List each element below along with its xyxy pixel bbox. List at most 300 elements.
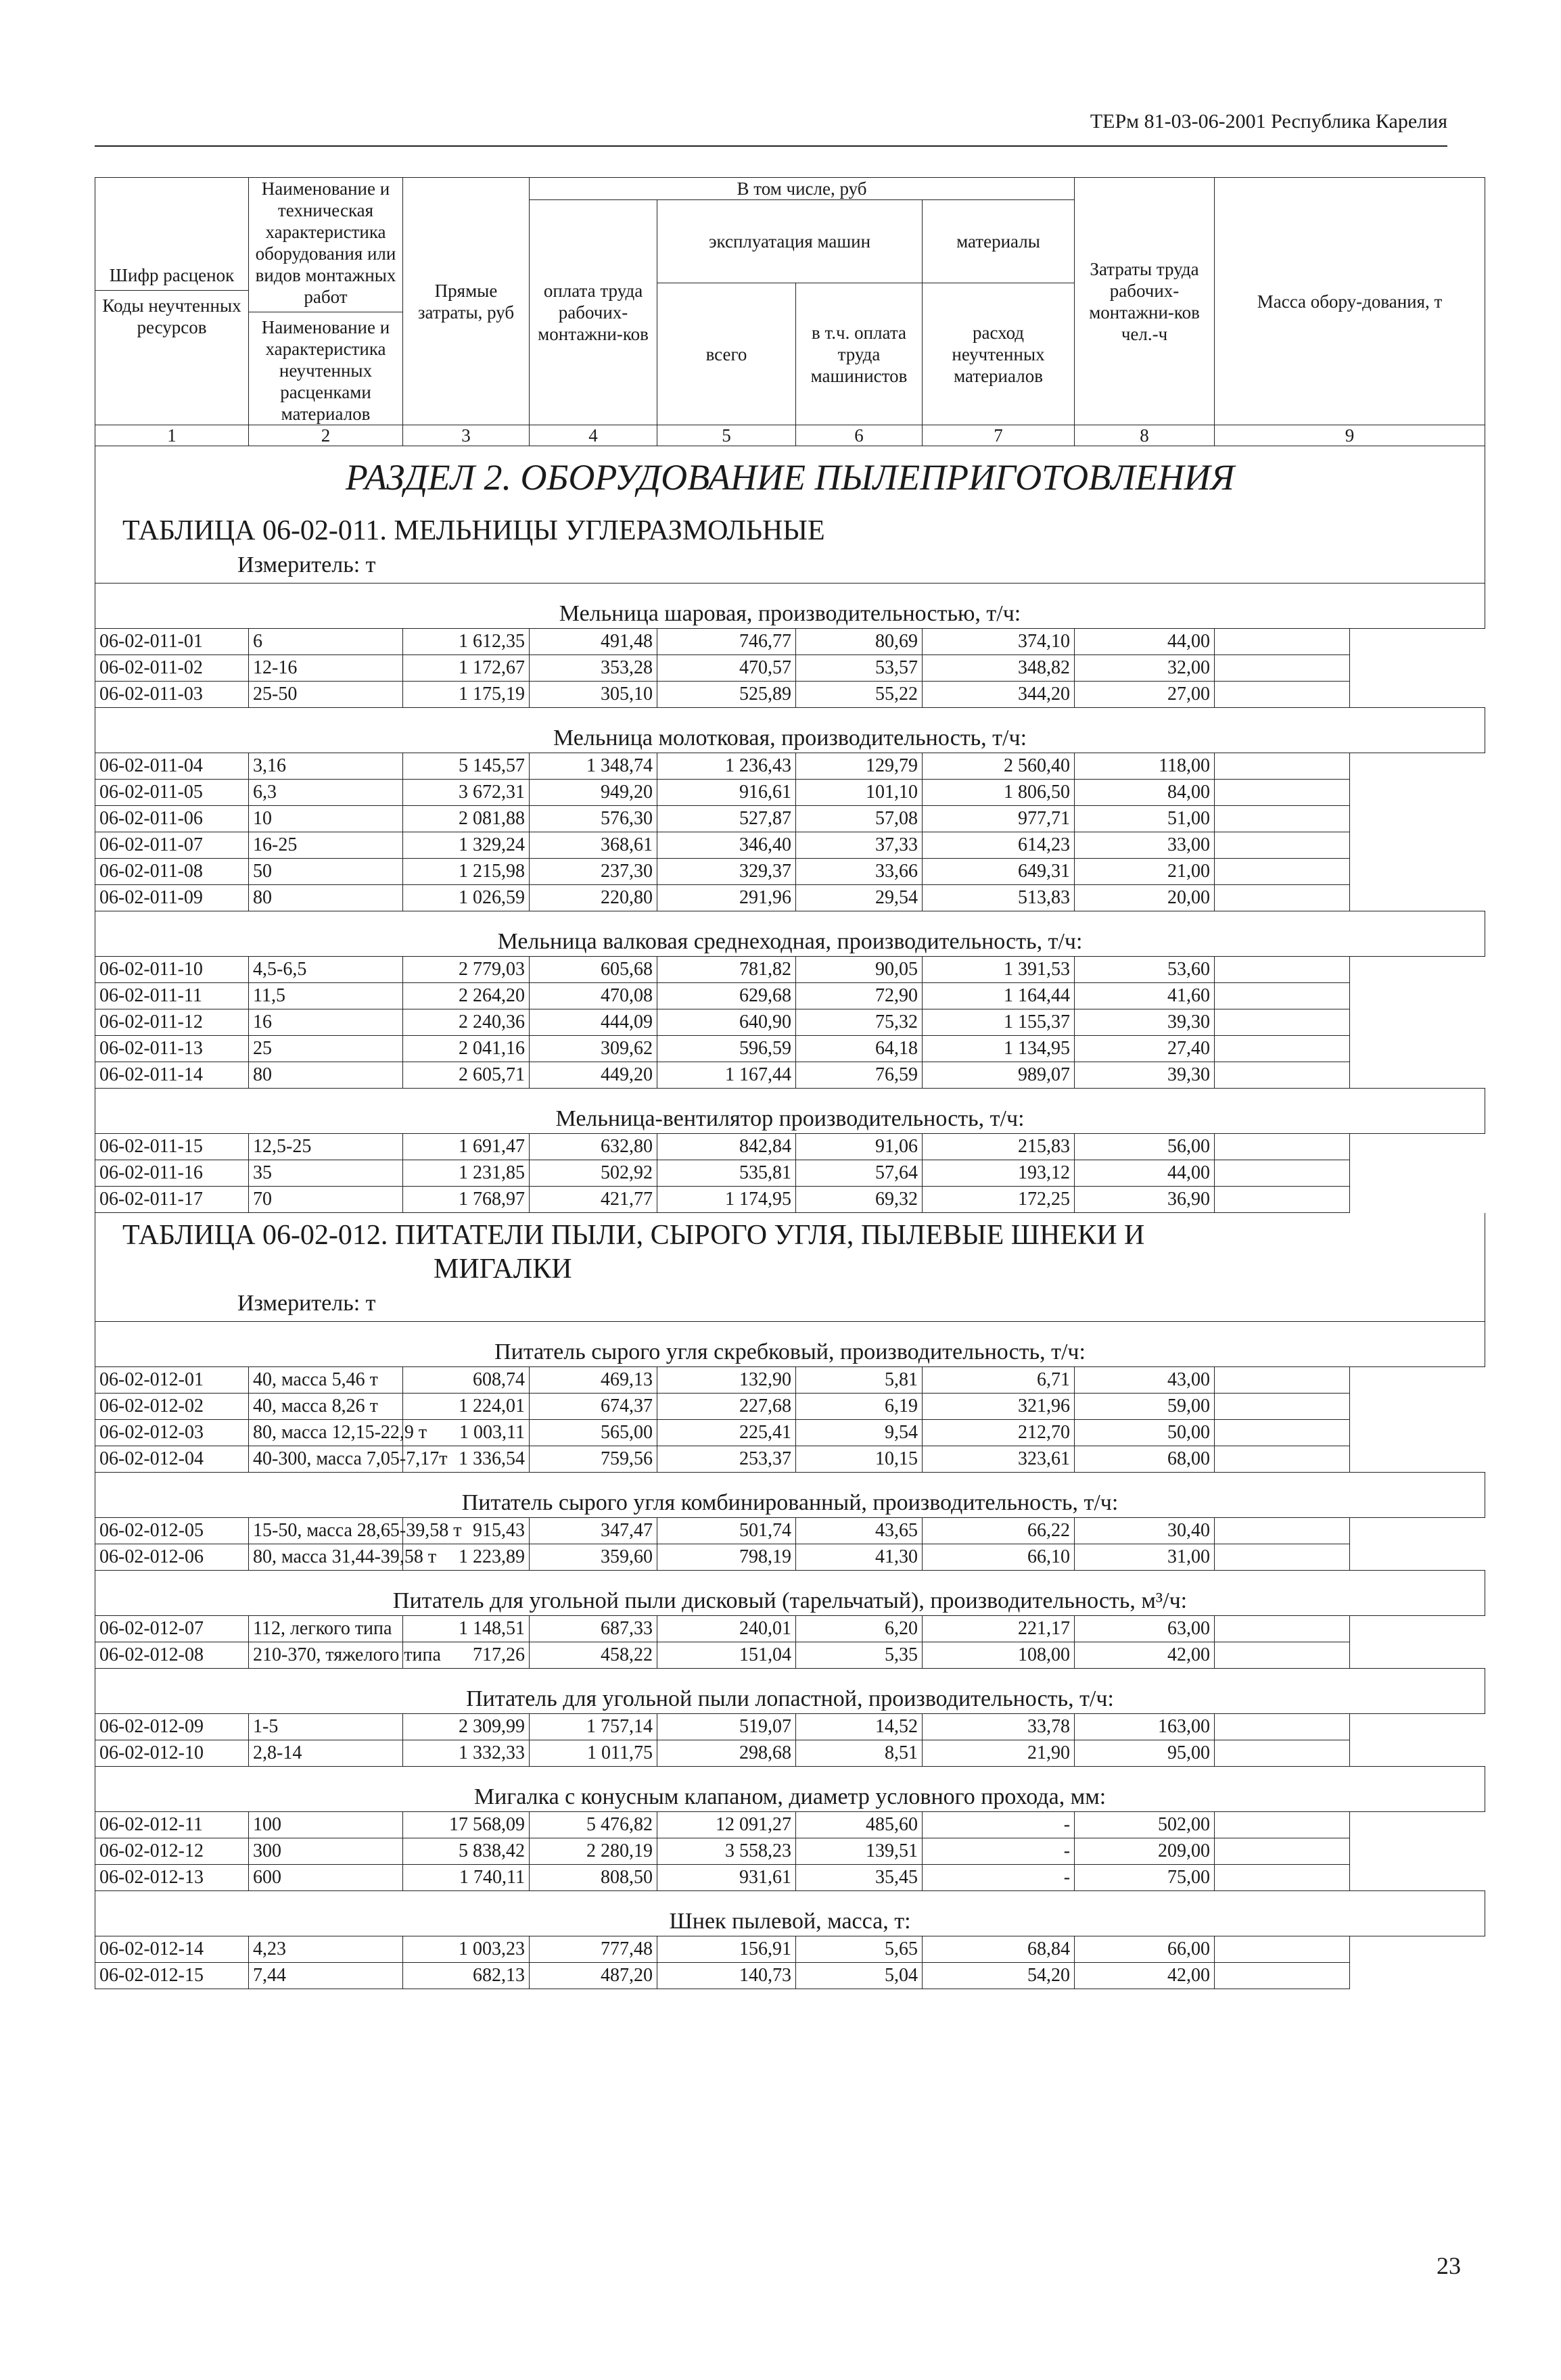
machines-total-cell: 1 167,44	[657, 1062, 796, 1089]
empty-cell	[1215, 859, 1350, 885]
worker-wages-cell: 359,60	[530, 1544, 657, 1571]
mass-cell: 51,00	[1075, 806, 1215, 832]
mass-cell: 27,40	[1075, 1036, 1215, 1062]
rate-code-cell: 06-02-012-05	[95, 1518, 249, 1544]
direct-costs-cell: 5 145,57	[403, 753, 530, 780]
table-row	[95, 859, 1485, 885]
table-row	[95, 832, 1485, 859]
machines-total-cell: 501,74	[657, 1518, 796, 1544]
materials-consumption-cell: 6,71	[923, 1367, 1075, 1394]
table-row	[95, 1865, 1485, 1891]
empty-cell	[1215, 682, 1350, 708]
worker-wages-cell: 565,00	[530, 1420, 657, 1446]
materials-consumption-cell: 33,78	[923, 1714, 1075, 1740]
machines-total-cell: 140,73	[657, 1963, 796, 1989]
description-cell: 12-16	[249, 655, 403, 682]
group-title: Шнек пылевой, масса, т:	[95, 1891, 1485, 1936]
operator-wages-cell: 5,81	[796, 1367, 923, 1394]
table-row	[95, 1963, 1485, 1989]
mass-cell: 68,00	[1075, 1446, 1215, 1473]
empty-cell	[1215, 1446, 1350, 1473]
header-direct-costs: Прямые затраты, руб	[403, 178, 530, 425]
rate-code-cell: 06-02-011-06	[95, 806, 249, 832]
header-wages: оплата труда рабочих-монтажни-ков	[530, 200, 657, 425]
mass-cell: 44,00	[1075, 1160, 1215, 1187]
worker-wages-cell: 576,30	[530, 806, 657, 832]
header-machines: эксплуатация машин	[657, 200, 923, 283]
worker-wages-cell: 674,37	[530, 1394, 657, 1420]
mass-cell: 39,30	[1075, 1009, 1215, 1036]
direct-costs-cell: 2 081,88	[403, 806, 530, 832]
rate-code-cell: 06-02-011-01	[95, 629, 249, 655]
direct-costs-cell: 2 779,03	[403, 957, 530, 983]
operator-wages-cell: 5,04	[796, 1963, 923, 1989]
materials-consumption-cell: 172,25	[923, 1187, 1075, 1213]
rate-code-cell: 06-02-011-12	[95, 1009, 249, 1036]
table-body	[95, 446, 1485, 1989]
header-name-column	[249, 178, 403, 425]
mass-cell: 42,00	[1075, 1642, 1215, 1669]
table-row	[95, 885, 1485, 911]
rate-code-cell: 06-02-011-03	[95, 682, 249, 708]
empty-cell	[1215, 1420, 1350, 1446]
rate-code-cell: 06-02-011-10	[95, 957, 249, 983]
description-cell: 100	[249, 1812, 403, 1838]
header-including: В том числе, руб	[530, 178, 1075, 200]
worker-wages-cell: 353,28	[530, 655, 657, 682]
materials-consumption-cell: 21,90	[923, 1740, 1075, 1767]
materials-consumption-cell: 374,10	[923, 629, 1075, 655]
direct-costs-cell: 2 264,20	[403, 983, 530, 1009]
direct-costs-cell: 17 568,09	[403, 1812, 530, 1838]
rate-code-cell: 06-02-012-14	[95, 1936, 249, 1963]
direct-costs-cell: 915,43	[403, 1518, 530, 1544]
empty-cell	[1215, 1714, 1350, 1740]
worker-wages-cell: 502,92	[530, 1160, 657, 1187]
materials-consumption-cell: 221,17	[923, 1616, 1075, 1642]
header-equipment-mass: Масса обору-дования, т	[1215, 178, 1485, 425]
mass-cell: 63,00	[1075, 1616, 1215, 1642]
description-cell: 15-50, масса 28,65-39,58 т	[249, 1518, 403, 1544]
materials-consumption-cell: 348,82	[923, 655, 1075, 682]
empty-cell	[1215, 1062, 1350, 1089]
rate-code-cell: 06-02-012-15	[95, 1963, 249, 1989]
table-row	[95, 1812, 1485, 1838]
machines-total-cell: 12 091,27	[657, 1812, 796, 1838]
table2-measure: Измеритель: т	[95, 1286, 1485, 1322]
table-row	[95, 1518, 1485, 1544]
mass-cell: 43,00	[1075, 1367, 1215, 1394]
mass-cell: 66,00	[1075, 1936, 1215, 1963]
empty-cell	[1215, 780, 1350, 806]
machines-total-cell: 240,01	[657, 1616, 796, 1642]
materials-consumption-cell: 513,83	[923, 885, 1075, 911]
worker-wages-cell: 632,80	[530, 1134, 657, 1160]
direct-costs-cell: 717,26	[403, 1642, 530, 1669]
table-row	[95, 753, 1485, 780]
mass-cell: 84,00	[1075, 780, 1215, 806]
table-row	[95, 1009, 1485, 1036]
empty-cell	[1215, 1838, 1350, 1865]
worker-wages-cell: 777,48	[530, 1936, 657, 1963]
table-row	[95, 1134, 1485, 1160]
machines-total-cell: 156,91	[657, 1936, 796, 1963]
empty-cell	[1215, 1642, 1350, 1669]
mass-cell: 30,40	[1075, 1518, 1215, 1544]
mass-cell: 32,00	[1075, 655, 1215, 682]
worker-wages-cell: 605,68	[530, 957, 657, 983]
machines-total-cell: 225,41	[657, 1420, 796, 1446]
rate-code-cell: 06-02-011-15	[95, 1134, 249, 1160]
description-cell: 6,3	[249, 780, 403, 806]
machines-total-cell: 291,96	[657, 885, 796, 911]
description-cell: 50	[249, 859, 403, 885]
col-number: 6	[796, 425, 923, 446]
rate-code-cell: 06-02-012-07	[95, 1616, 249, 1642]
header-operator-wages: в т.ч. оплата труда машинистов	[796, 283, 923, 425]
machines-total-cell: 746,77	[657, 629, 796, 655]
rate-code-cell: 06-02-012-11	[95, 1812, 249, 1838]
operator-wages-cell: 80,69	[796, 629, 923, 655]
worker-wages-cell: 458,22	[530, 1642, 657, 1669]
materials-consumption-cell: 977,71	[923, 806, 1075, 832]
materials-consumption-cell: 193,12	[923, 1160, 1075, 1187]
direct-costs-cell: 1 003,11	[403, 1420, 530, 1446]
rate-code-cell: 06-02-011-09	[95, 885, 249, 911]
rate-code-cell: 06-02-012-13	[95, 1865, 249, 1891]
mass-cell: 50,00	[1075, 1420, 1215, 1446]
worker-wages-cell: 470,08	[530, 983, 657, 1009]
operator-wages-cell: 29,54	[796, 885, 923, 911]
rate-code-cell: 06-02-011-16	[95, 1160, 249, 1187]
machines-total-cell: 798,19	[657, 1544, 796, 1571]
description-cell: 70	[249, 1187, 403, 1213]
rate-code-cell: 06-02-011-04	[95, 753, 249, 780]
operator-wages-cell: 76,59	[796, 1062, 923, 1089]
description-cell: 11,5	[249, 983, 403, 1009]
rate-code-cell: 06-02-012-12	[95, 1838, 249, 1865]
operator-wages-cell: 5,35	[796, 1642, 923, 1669]
table-row	[95, 1187, 1485, 1213]
operator-wages-cell: 53,57	[796, 655, 923, 682]
description-cell: 7,44	[249, 1963, 403, 1989]
description-cell: 16	[249, 1009, 403, 1036]
description-cell: 80, масса 31,44-39,58 т	[249, 1544, 403, 1571]
machines-total-cell: 151,04	[657, 1642, 796, 1669]
worker-wages-cell: 449,20	[530, 1062, 657, 1089]
rate-code-cell: 06-02-011-08	[95, 859, 249, 885]
direct-costs-cell: 2 240,36	[403, 1009, 530, 1036]
operator-wages-cell: 9,54	[796, 1420, 923, 1446]
group-title: Питатель сырого угля комбинированный, производительность, т/ч:	[95, 1473, 1485, 1518]
operator-wages-cell: 64,18	[796, 1036, 923, 1062]
description-cell: 35	[249, 1160, 403, 1187]
description-cell: 16-25	[249, 832, 403, 859]
machines-total-cell: 629,68	[657, 983, 796, 1009]
materials-consumption-cell: 66,10	[923, 1544, 1075, 1571]
table-row	[95, 682, 1485, 708]
table-row	[95, 1446, 1485, 1473]
direct-costs-cell: 1 691,47	[403, 1134, 530, 1160]
materials-consumption-cell: 66,22	[923, 1518, 1075, 1544]
rate-code-cell: 06-02-012-10	[95, 1740, 249, 1767]
direct-costs-cell: 2 041,16	[403, 1036, 530, 1062]
empty-cell	[1215, 1865, 1350, 1891]
direct-costs-cell: 1 612,35	[403, 629, 530, 655]
direct-costs-cell: 1 223,89	[403, 1544, 530, 1571]
rate-code-cell: 06-02-011-02	[95, 655, 249, 682]
mass-cell: 36,90	[1075, 1187, 1215, 1213]
empty-cell	[1215, 1187, 1350, 1213]
description-cell: 40, масса 8,26 т	[249, 1394, 403, 1420]
direct-costs-cell: 1 329,24	[403, 832, 530, 859]
header-labor-hours: Затраты труда рабочих-монтажни-ков чел.-ч	[1075, 178, 1215, 425]
materials-consumption-cell: 321,96	[923, 1394, 1075, 1420]
section-title: РАЗДЕЛ 2. ОБОРУДОВАНИЕ ПЫЛЕПРИГОТОВЛЕНИЯ	[95, 446, 1485, 509]
description-cell: 80	[249, 885, 403, 911]
description-cell: 2,8-14	[249, 1740, 403, 1767]
operator-wages-cell: 33,66	[796, 859, 923, 885]
table-row	[95, 1160, 1485, 1187]
mass-cell: 75,00	[1075, 1865, 1215, 1891]
worker-wages-cell: 759,56	[530, 1446, 657, 1473]
group-title: Питатель для угольной пыли лопастной, производительность, т/ч:	[95, 1669, 1485, 1714]
direct-costs-cell: 1 332,33	[403, 1740, 530, 1767]
page-number: 23	[1437, 2252, 1461, 2279]
header-resource-code-label: Коды неучтенных ресурсов	[102, 295, 241, 337]
machines-total-cell: 1 236,43	[657, 753, 796, 780]
header-divider	[95, 145, 1447, 147]
header-materials-name-label: Наименование и характеристика неучтенных расценками материалов	[261, 317, 390, 424]
operator-wages-cell: 485,60	[796, 1812, 923, 1838]
mass-cell: 56,00	[1075, 1134, 1215, 1160]
operator-wages-cell: 91,06	[796, 1134, 923, 1160]
description-cell: 25	[249, 1036, 403, 1062]
empty-cell	[1215, 806, 1350, 832]
worker-wages-cell: 1 348,74	[530, 753, 657, 780]
table-row	[95, 1616, 1485, 1642]
worker-wages-cell: 347,47	[530, 1518, 657, 1544]
description-cell: 80, масса 12,15-22,9 т	[249, 1420, 403, 1446]
table-row	[95, 1714, 1485, 1740]
machines-total-cell: 1 174,95	[657, 1187, 796, 1213]
group-title: Мельница-вентилятор производительность, т/ч:	[95, 1089, 1485, 1134]
table-row	[95, 1544, 1485, 1571]
rate-code-cell: 06-02-012-04	[95, 1446, 249, 1473]
direct-costs-cell: 5 838,42	[403, 1838, 530, 1865]
machines-total-cell: 346,40	[657, 832, 796, 859]
direct-costs-cell: 1 336,54	[403, 1446, 530, 1473]
worker-wages-cell: 2 280,19	[530, 1838, 657, 1865]
header-code-label: Шифр расценок	[109, 265, 235, 285]
empty-cell	[1215, 1009, 1350, 1036]
materials-consumption-cell: 1 164,44	[923, 983, 1075, 1009]
table-row	[95, 655, 1485, 682]
rate-code-cell: 06-02-011-17	[95, 1187, 249, 1213]
col-number: 7	[923, 425, 1075, 446]
description-cell: 10	[249, 806, 403, 832]
machines-total-cell: 470,57	[657, 655, 796, 682]
materials-consumption-cell: -	[923, 1838, 1075, 1865]
table-row	[95, 629, 1485, 655]
header-materials: материалы	[923, 200, 1075, 283]
direct-costs-cell: 1 768,97	[403, 1187, 530, 1213]
description-cell: 300	[249, 1838, 403, 1865]
machines-total-cell: 931,61	[657, 1865, 796, 1891]
col-number: 3	[403, 425, 530, 446]
machines-total-cell: 227,68	[657, 1394, 796, 1420]
machines-total-cell: 535,81	[657, 1160, 796, 1187]
machines-total-cell: 3 558,23	[657, 1838, 796, 1865]
rate-code-cell: 06-02-012-06	[95, 1544, 249, 1571]
machines-total-cell: 916,61	[657, 780, 796, 806]
direct-costs-cell: 1 224,01	[403, 1394, 530, 1420]
materials-consumption-cell: 108,00	[923, 1642, 1075, 1669]
col-number: 9	[1215, 425, 1485, 446]
direct-costs-cell: 2 309,99	[403, 1714, 530, 1740]
operator-wages-cell: 37,33	[796, 832, 923, 859]
worker-wages-cell: 368,61	[530, 832, 657, 859]
col-number: 4	[530, 425, 657, 446]
operator-wages-cell: 55,22	[796, 682, 923, 708]
operator-wages-cell: 14,52	[796, 1714, 923, 1740]
materials-consumption-cell: 989,07	[923, 1062, 1075, 1089]
materials-consumption-cell: 614,23	[923, 832, 1075, 859]
direct-costs-cell: 682,13	[403, 1963, 530, 1989]
machines-total-cell: 525,89	[657, 682, 796, 708]
group-title: Питатель сырого угля скребковый, производительность, т/ч:	[95, 1322, 1485, 1367]
operator-wages-cell: 5,65	[796, 1936, 923, 1963]
operator-wages-cell: 75,32	[796, 1009, 923, 1036]
empty-cell	[1215, 1160, 1350, 1187]
col-number: 2	[249, 425, 403, 446]
materials-consumption-cell: 215,83	[923, 1134, 1075, 1160]
group-title: Мельница шаровая, производительностью, т/ч:	[95, 584, 1485, 629]
operator-wages-cell: 8,51	[796, 1740, 923, 1767]
machines-total-cell: 640,90	[657, 1009, 796, 1036]
empty-cell	[1215, 832, 1350, 859]
direct-costs-cell: 608,74	[403, 1367, 530, 1394]
header-number-row	[95, 425, 1485, 446]
col-number: 1	[95, 425, 249, 446]
empty-cell	[1215, 1963, 1350, 1989]
empty-cell	[1215, 957, 1350, 983]
materials-consumption-cell: 649,31	[923, 859, 1075, 885]
header-name-label: Наименование и техническая характеристика оборудования или видов монтажных работ	[255, 178, 396, 307]
direct-costs-cell: 3 672,31	[403, 780, 530, 806]
mass-cell: 209,00	[1075, 1838, 1215, 1865]
worker-wages-cell: 421,77	[530, 1187, 657, 1213]
table-row	[95, 1936, 1485, 1963]
direct-costs-cell: 1 003,23	[403, 1936, 530, 1963]
table1-title: ТАБЛИЦА 06-02-011. МЕЛЬНИЦЫ УГЛЕРАЗМОЛЬНЫЕ	[95, 508, 1485, 548]
worker-wages-cell: 1 757,14	[530, 1714, 657, 1740]
description-cell: 210-370, тяжелого типа	[249, 1642, 403, 1669]
description-cell: 6	[249, 629, 403, 655]
direct-costs-cell: 1 231,85	[403, 1160, 530, 1187]
operator-wages-cell: 101,10	[796, 780, 923, 806]
worker-wages-cell: 687,33	[530, 1616, 657, 1642]
worker-wages-cell: 220,80	[530, 885, 657, 911]
operator-wages-cell: 129,79	[796, 753, 923, 780]
direct-costs-cell: 1 172,67	[403, 655, 530, 682]
group-title: Мельница валковая среднеходная, производительность, т/ч:	[95, 911, 1485, 957]
direct-costs-cell: 1 740,11	[403, 1865, 530, 1891]
empty-cell	[1215, 983, 1350, 1009]
materials-consumption-cell: 1 806,50	[923, 780, 1075, 806]
operator-wages-cell: 43,65	[796, 1518, 923, 1544]
description-cell: 40-300, масса 7,05-7,17т	[249, 1446, 403, 1473]
description-cell: 40, масса 5,46 т	[249, 1367, 403, 1394]
table-row	[95, 780, 1485, 806]
rate-code-cell: 06-02-012-08	[95, 1642, 249, 1669]
mass-cell: 21,00	[1075, 859, 1215, 885]
description-cell: 80	[249, 1062, 403, 1089]
operator-wages-cell: 72,90	[796, 983, 923, 1009]
document-header: ТЕРм 81-03-06-2001 Республика Карелия	[1090, 110, 1447, 133]
worker-wages-cell: 305,10	[530, 682, 657, 708]
direct-costs-cell: 2 605,71	[403, 1062, 530, 1089]
empty-cell	[1215, 1616, 1350, 1642]
direct-costs-cell: 1 148,51	[403, 1616, 530, 1642]
col-number: 5	[657, 425, 796, 446]
materials-consumption-cell: 1 391,53	[923, 957, 1075, 983]
rates-table	[95, 177, 1485, 1989]
materials-consumption-cell: 1 155,37	[923, 1009, 1075, 1036]
group-title: Мельница молотковая, производительность, т/ч:	[95, 708, 1485, 753]
empty-cell	[1215, 1740, 1350, 1767]
mass-cell: 39,30	[1075, 1062, 1215, 1089]
table1-measure: Измеритель: т	[95, 548, 1485, 584]
table2-title-line-2: МИГАЛКИ	[434, 1254, 572, 1285]
description-cell: 25-50	[249, 682, 403, 708]
rate-code-cell: 06-02-012-09	[95, 1714, 249, 1740]
materials-consumption-cell: 323,61	[923, 1446, 1075, 1473]
empty-cell	[1215, 753, 1350, 780]
header-materials-consumption: расход неучтенных материалов	[923, 283, 1075, 425]
col-number: 8	[1075, 425, 1215, 446]
operator-wages-cell: 69,32	[796, 1187, 923, 1213]
table-row	[95, 957, 1485, 983]
empty-cell	[1215, 1518, 1350, 1544]
mass-cell: 44,00	[1075, 629, 1215, 655]
empty-cell	[1215, 655, 1350, 682]
empty-cell	[1215, 1367, 1350, 1394]
materials-consumption-cell: 2 560,40	[923, 753, 1075, 780]
materials-consumption-cell: -	[923, 1812, 1075, 1838]
materials-consumption-cell: 54,20	[923, 1963, 1075, 1989]
mass-cell: 31,00	[1075, 1544, 1215, 1571]
operator-wages-cell: 57,64	[796, 1160, 923, 1187]
machines-total-cell: 253,37	[657, 1446, 796, 1473]
rate-code-cell: 06-02-012-03	[95, 1420, 249, 1446]
table-row	[95, 1062, 1485, 1089]
table-row	[95, 1838, 1485, 1865]
rate-code-cell: 06-02-011-07	[95, 832, 249, 859]
table-row	[95, 1036, 1485, 1062]
table2-title	[95, 1213, 1485, 1287]
worker-wages-cell: 469,13	[530, 1367, 657, 1394]
operator-wages-cell: 57,08	[796, 806, 923, 832]
empty-cell	[1215, 1544, 1350, 1571]
operator-wages-cell: 35,45	[796, 1865, 923, 1891]
table-row	[95, 1740, 1485, 1767]
machines-total-cell: 781,82	[657, 957, 796, 983]
machines-total-cell: 527,87	[657, 806, 796, 832]
operator-wages-cell: 90,05	[796, 957, 923, 983]
direct-costs-cell: 1 215,98	[403, 859, 530, 885]
direct-costs-cell: 1 026,59	[403, 885, 530, 911]
